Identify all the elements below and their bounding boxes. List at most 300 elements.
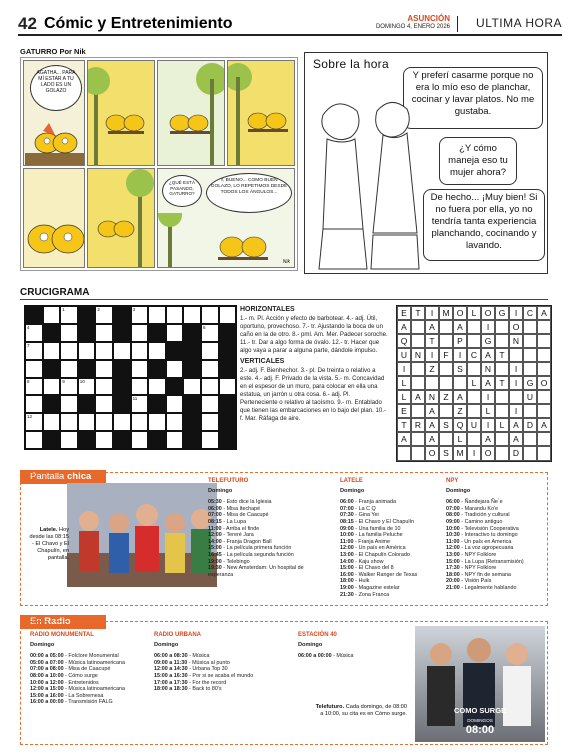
- solution-cell: A: [425, 320, 439, 334]
- solution-cell: [523, 404, 537, 418]
- tv-channel-name: LATELE: [340, 478, 363, 484]
- schedule-program: - Magazine estelar: [353, 584, 400, 591]
- schedule-time: 19:00: [208, 558, 222, 565]
- solution-cell: [495, 320, 509, 334]
- tag-text-bold: Radio: [44, 616, 71, 627]
- crossword-cell[interactable]: [60, 413, 78, 431]
- header-divider: [457, 16, 458, 32]
- crossword-block: [43, 395, 61, 413]
- crossword-block: [183, 342, 201, 360]
- solution-cell: [467, 362, 481, 376]
- solution-cell: [467, 404, 481, 418]
- crossword-cell[interactable]: [131, 395, 149, 413]
- solution-cell: [439, 362, 453, 376]
- schedule-program: - Legalmente hablando: [459, 584, 517, 591]
- solution-cell: [495, 432, 509, 446]
- crossword-cell[interactable]: [183, 378, 201, 396]
- tv-channel-name: TELEFUTURO: [208, 478, 249, 484]
- solution-cell: D: [509, 446, 523, 461]
- schedule-program: - NPY Folklore: [459, 551, 497, 558]
- schedule-program: - La voz agropecuaria: [459, 545, 514, 552]
- schedule-program: - La película primera función: [221, 545, 292, 552]
- solution-cell: U: [467, 418, 481, 432]
- crossword-block: [148, 431, 166, 449]
- solution-cell: I: [481, 418, 495, 432]
- crossword-cell[interactable]: [60, 360, 78, 378]
- crossword-block: [166, 378, 184, 396]
- crossword-cell[interactable]: [113, 413, 131, 431]
- crossword-block: [113, 360, 131, 378]
- clue-number: 9: [62, 378, 65, 384]
- crossword-cell[interactable]: [60, 395, 78, 413]
- crossword-block: [78, 360, 96, 378]
- schedule-row: [340, 592, 452, 599]
- photo-caption: [29, 527, 69, 562]
- cast-photo-image: [67, 483, 217, 587]
- schedule-program: - La Lupa (Retransmisión): [459, 558, 524, 565]
- schedule-program: - Entretenidos: [63, 679, 99, 686]
- solution-cell: A: [425, 404, 439, 418]
- crossword-cell[interactable]: [60, 306, 78, 324]
- solution-cell: N: [411, 348, 425, 362]
- schedule-row: [208, 552, 320, 559]
- solution-cell: [439, 432, 453, 446]
- clue-number: 3: [132, 307, 136, 312]
- crossword-cell[interactable]: [148, 342, 166, 360]
- solution-cell: M: [453, 446, 467, 461]
- schedule-program: - Back to 80's: [187, 686, 222, 693]
- schedule-day: Domingo: [446, 487, 471, 494]
- schedule-program: - Música: [187, 653, 210, 660]
- schedule-row: [154, 673, 266, 680]
- crossword-cell[interactable]: [95, 360, 113, 378]
- schedule-time: 11:00: [446, 538, 460, 545]
- schedule-time: 15:00 a 16:30: [154, 672, 188, 679]
- crossword-cell[interactable]: [78, 378, 96, 396]
- crossword-cell[interactable]: [95, 413, 113, 431]
- schedule-time: 07:00 a 08:00: [30, 666, 64, 673]
- crossword-cell[interactable]: [131, 431, 149, 449]
- crossword-cell[interactable]: [95, 342, 113, 360]
- speech-box: ¿Y cómo maneja eso tu mujer ahora?: [439, 137, 517, 185]
- clues-vertical: 2.- adj. F. Bienhechor. 3.- pl. De treinta o relativo a este. 4.- adj. F. Privado de la vista. 5.- m. Concavidad en el espesor de un muro, para colocar en ella una estatua, un jarrón u otra cosa. 6.- adj. Pl. Perteneciente o relativo al taoísmo. 9.- m. Entablado que tienen las embarcaciones en lo bajo del plan. 10.- f. Mar. Ráfaga de aire.: [240, 367, 387, 422]
- solution-cell: [467, 432, 481, 446]
- solution-cell: Q: [453, 418, 467, 432]
- crossword-cell[interactable]: [201, 360, 219, 378]
- radio-station-name: RADIO URBANA: [154, 632, 201, 638]
- crossword-cell[interactable]: [166, 395, 184, 413]
- schedule-row: [340, 572, 452, 579]
- crossword-cell[interactable]: [201, 342, 219, 360]
- schedule-row: [446, 585, 558, 592]
- schedule-time: 12:00 a 14:30: [154, 666, 188, 673]
- schedule-program: - Franja Dragon Ball: [221, 538, 272, 545]
- solution-cell: T: [495, 348, 509, 362]
- crossword-cell[interactable]: [131, 324, 149, 342]
- comic-panel-4: [227, 60, 295, 166]
- schedule-program: - Urbana Top 30: [187, 666, 228, 673]
- solution-cell: [495, 404, 509, 418]
- schedule-time: 05:00 a 07:00: [30, 659, 64, 666]
- schedule-program: - Televisión Cooperativa: [459, 525, 519, 532]
- crossword-cell[interactable]: [148, 306, 166, 324]
- solution-cell: [509, 348, 523, 362]
- solution-cell: M: [439, 306, 453, 320]
- schedule-program: - Misa de Caacupé: [63, 666, 111, 673]
- city-label: ASUNCIÓN: [407, 14, 450, 23]
- schedule-program: - NPY fin de semana: [459, 571, 511, 578]
- promo-title: COMO SURGE: [453, 706, 507, 715]
- solution-cell: [537, 320, 551, 334]
- solution-cell: G: [495, 306, 509, 320]
- crossword-cell[interactable]: [201, 378, 219, 396]
- crossword-cell[interactable]: [201, 431, 219, 449]
- tag-text: En: [30, 616, 42, 627]
- schedule-time: 07:00: [208, 512, 222, 519]
- schedule-time: 08:15: [208, 518, 222, 525]
- solution-cell: [523, 334, 537, 348]
- sobre-la-hora-cartoon: [304, 52, 548, 274]
- schedule-program: - Tereré Jara: [221, 532, 254, 539]
- crossword-block: [219, 342, 237, 360]
- radio-station-column: [154, 632, 266, 693]
- crossword-cell[interactable]: [166, 413, 184, 431]
- crossword-cell[interactable]: [201, 324, 219, 342]
- crossword-cell[interactable]: [131, 306, 149, 324]
- solution-cell: [467, 334, 481, 348]
- solution-cell: A: [425, 432, 439, 446]
- crossword-cell[interactable]: [166, 324, 184, 342]
- solution-cell: [537, 404, 551, 418]
- schedule-row: [208, 506, 320, 513]
- crossword-clues: [240, 306, 388, 423]
- schedule-time: 06:00: [446, 499, 460, 506]
- crossword-cell[interactable]: [201, 395, 219, 413]
- schedule-time: 15:00: [446, 558, 460, 565]
- crossword-cell[interactable]: [43, 342, 61, 360]
- schedule-time: 19:30: [208, 565, 222, 572]
- crossword-block: [183, 360, 201, 378]
- cartoon-title: Sobre la hora: [313, 57, 389, 71]
- crossword-block: [219, 413, 237, 431]
- schedule-row: [208, 512, 320, 519]
- schedule-program: - Música latinoamericana: [63, 686, 125, 693]
- schedule-time: 07:00: [340, 505, 354, 512]
- crossword-cell[interactable]: [131, 342, 149, 360]
- caption-bold: Telefuturo.: [315, 704, 345, 710]
- crossword-cell[interactable]: [166, 431, 184, 449]
- schedule-row: [154, 666, 266, 673]
- schedule-program: - Por si se acaba el mundo: [187, 672, 254, 679]
- caption-bold: Latele.: [39, 527, 58, 533]
- artist-signature: Nik: [282, 259, 290, 265]
- gaturro-closeup: [24, 169, 85, 268]
- crossword-cell[interactable]: [25, 360, 43, 378]
- solution-cell: L: [453, 432, 467, 446]
- section-title: Cómic y Entretenimiento: [44, 15, 233, 32]
- solution-cell: N: [509, 334, 523, 348]
- schedule-program: - Arriba el finde: [221, 525, 260, 532]
- solution-cell: [467, 390, 481, 404]
- schedule-program: - Esto dice la Iglesia: [221, 499, 272, 506]
- crossword-block: [113, 324, 131, 342]
- schedule-row: [446, 499, 558, 506]
- clue-number: 4: [27, 324, 30, 330]
- schedule-program: - Walker Ranger de Texas: [353, 571, 418, 578]
- crossword-cell[interactable]: [131, 360, 149, 378]
- solution-cell: [439, 334, 453, 348]
- schedule-program: - Zona Franca: [353, 591, 390, 598]
- schedule-row: [446, 512, 558, 519]
- schedule-row: [154, 680, 266, 687]
- schedule-time: 09:00 a 11:30: [154, 659, 188, 666]
- crossword-cell[interactable]: [131, 378, 149, 396]
- schedule-program: - Folclore Monumental: [63, 653, 119, 660]
- schedule-time: 10:00: [446, 525, 460, 532]
- schedule-program: - Música: [331, 653, 354, 660]
- schedule-row: [208, 499, 320, 506]
- schedule-time: 11:00: [340, 538, 354, 545]
- crossword-block: [113, 378, 131, 396]
- crossword-cell[interactable]: [95, 324, 113, 342]
- solution-cell: F: [439, 348, 453, 362]
- clue-number: 7: [27, 342, 30, 348]
- solution-cell: A: [509, 432, 523, 446]
- brand-logo: ULTIMA HORA: [476, 16, 562, 30]
- solution-cell: I: [397, 362, 411, 376]
- crossword-cell[interactable]: [166, 306, 184, 324]
- schedule-row: [30, 653, 142, 660]
- schedule-program: - Marandu Ko'e: [459, 505, 498, 512]
- crossword-cell[interactable]: [60, 342, 78, 360]
- schedule-program: - Franja animada: [353, 499, 397, 506]
- crossword-block: [219, 360, 237, 378]
- crossword-solution: [396, 305, 552, 462]
- schedule-time: 15:00 a 16:00: [30, 692, 64, 699]
- crossword-cell[interactable]: [25, 378, 43, 396]
- crossword-cell[interactable]: [78, 342, 96, 360]
- schedule-row: [446, 565, 558, 572]
- schedule-time: 17:30: [446, 565, 460, 572]
- crossword-cell[interactable]: [113, 342, 131, 360]
- schedule-row: [446, 559, 558, 566]
- crossword-block: [113, 395, 131, 413]
- crossword-block: [43, 360, 61, 378]
- clues-horizontal: 1.- m. Pl. Acción y efecto de barbotear. 4.- adj. Útil, oportuno, provechoso. 7.- tr. Ajustando la boca de un caño en la de otro. 8.- pml. Am. Mer. Padecer soroche. 11.- tr. Dar a algo forma de óvalo. 12.- tr. Hacer que algo vaya a parar a alguna parte, dándole impulso.: [240, 314, 388, 354]
- schedule-row: [30, 693, 142, 700]
- promo-time: 08:00: [465, 724, 495, 736]
- schedule-program: - Misa de Caacupé: [221, 512, 269, 519]
- solution-cell: A: [509, 418, 523, 432]
- crossword-cell[interactable]: [219, 306, 237, 324]
- crossword-cell[interactable]: [148, 378, 166, 396]
- crossword-cell[interactable]: [25, 395, 43, 413]
- schedule-row: [30, 660, 142, 667]
- schedule-row: [340, 578, 452, 585]
- schedule-row: [340, 526, 452, 533]
- schedule-row: [446, 578, 558, 585]
- solution-cell: G: [523, 376, 537, 390]
- schedule-time: 10:00: [340, 532, 354, 539]
- schedule-time: 15:00: [340, 565, 354, 572]
- solution-cell: [397, 446, 411, 461]
- gaturro-couple-scene: [88, 169, 155, 268]
- page-number: 42: [18, 14, 37, 33]
- date-label: DOMINGO 4, ENERO 2026: [375, 24, 450, 30]
- solution-cell: [537, 446, 551, 461]
- cartoon-characters: [307, 75, 427, 271]
- solution-cell: [537, 390, 551, 404]
- solution-cell: A: [397, 320, 411, 334]
- tv-photo: [67, 483, 217, 587]
- schedule-time: 07:00: [446, 505, 460, 512]
- solution-cell: I: [453, 348, 467, 362]
- crossword-cell[interactable]: [60, 431, 78, 449]
- schedule-row: [340, 499, 452, 506]
- gaturro-closeup: [158, 213, 295, 268]
- solution-cell: [411, 404, 425, 418]
- schedule-time: 05:30: [208, 499, 222, 506]
- clue-number: 12: [27, 414, 33, 420]
- crossword-cell[interactable]: [25, 324, 43, 342]
- schedule-time: 15:00: [208, 545, 222, 552]
- solution-cell: P: [453, 334, 467, 348]
- schedule-day: Domingo: [30, 641, 55, 648]
- tag-text: Pantalla: [30, 471, 65, 482]
- solution-cell: [411, 334, 425, 348]
- solution-cell: O: [537, 376, 551, 390]
- schedule-row: [30, 680, 142, 687]
- solution-cell: [495, 362, 509, 376]
- radio-promo: [415, 626, 545, 742]
- comic-panel-3: [157, 60, 225, 166]
- crossword-cell[interactable]: [25, 431, 43, 449]
- crossword-cell[interactable]: [43, 378, 61, 396]
- schedule-row: [154, 653, 266, 660]
- schedule-row: [446, 572, 558, 579]
- schedule-time: 16:45: [208, 551, 222, 558]
- schedule-program: - Hulk: [353, 578, 370, 585]
- solution-cell: S: [439, 418, 453, 432]
- crossword-cell[interactable]: [201, 306, 219, 324]
- schedule-program: - For the record: [187, 679, 227, 686]
- solution-cell: A: [411, 390, 425, 404]
- schedule-program: - Gina Yei: [353, 512, 379, 519]
- solution-cell: [425, 376, 439, 390]
- schedule-time: 12:00: [208, 532, 222, 539]
- crossword-cell[interactable]: [131, 413, 149, 431]
- crossword-cell[interactable]: [60, 324, 78, 342]
- schedule-time: 20:00: [446, 578, 460, 585]
- schedule-row: [208, 532, 320, 539]
- schedule-row: [446, 539, 558, 546]
- schedule-row: [340, 532, 452, 539]
- schedule-time: 12:00: [446, 545, 460, 552]
- crossword-cell[interactable]: [25, 342, 43, 360]
- solution-cell: U: [523, 390, 537, 404]
- schedule-time: 12:00 a 15:00: [30, 686, 64, 693]
- crossword-cell[interactable]: [43, 306, 61, 324]
- schedule-time: 08:00 a 10:00: [30, 672, 64, 679]
- schedule-row: [208, 545, 320, 552]
- solution-cell: [537, 348, 551, 362]
- solution-cell: R: [411, 418, 425, 432]
- crossword-cell[interactable]: [183, 306, 201, 324]
- solution-cell: O: [425, 446, 439, 461]
- solution-cell: [411, 446, 425, 461]
- schedule-row: [446, 526, 558, 533]
- crossword-block: [78, 395, 96, 413]
- crossword-cell[interactable]: [95, 378, 113, 396]
- solution-cell: T: [397, 418, 411, 432]
- crossword-cell[interactable]: [148, 413, 166, 431]
- solution-cell: I: [509, 306, 523, 320]
- schedule-time: 18:00 a 18:30: [154, 686, 188, 693]
- schedule-time: 06:00: [208, 505, 222, 512]
- solution-cell: [453, 376, 467, 390]
- comic-panel-6: [87, 168, 155, 268]
- solution-cell: [523, 446, 537, 461]
- crossword-cell[interactable]: [43, 413, 61, 431]
- schedule-time: 13:00: [340, 551, 354, 558]
- tv-channel-column: [208, 478, 320, 578]
- crossword-cell[interactable]: [95, 395, 113, 413]
- crossword-cell[interactable]: [78, 413, 96, 431]
- schedule-time: 11:00: [208, 525, 222, 532]
- section-rule: [20, 299, 548, 300]
- schedule-row: [30, 686, 142, 693]
- schedule-program: - La película segunda función: [221, 551, 294, 558]
- schedule-program: - Una familia de 10: [353, 525, 401, 532]
- clues-heading: HORIZONTALES: [240, 306, 295, 313]
- solution-cell: [495, 390, 509, 404]
- solution-cell: T: [495, 376, 509, 390]
- schedule-time: 14:00: [340, 558, 354, 565]
- schedule-time: 00:00 a 05:00: [30, 653, 64, 660]
- speech-balloon: Y, BUENO... COMO BUEN GOLAZO, LO REPETIMOS DESDE TODOS LOS ÁNGULOS...: [206, 173, 292, 213]
- crossword-cell[interactable]: [60, 378, 78, 396]
- solution-cell: I: [509, 376, 523, 390]
- crossword-cell[interactable]: [25, 413, 43, 431]
- schedule-time: 14:00: [208, 538, 222, 545]
- solution-cell: L: [397, 390, 411, 404]
- comic-panel-7: [157, 168, 295, 268]
- schedule-time: 06:00 a 08:30: [154, 653, 188, 660]
- crossword-block: [166, 342, 184, 360]
- schedule-program: - La Lupa: [221, 518, 247, 525]
- solution-cell: Q: [397, 334, 411, 348]
- solution-cell: A: [453, 320, 467, 334]
- crossword-cell[interactable]: [201, 413, 219, 431]
- crossword-block: [219, 324, 237, 342]
- crossword-cell[interactable]: [95, 306, 113, 324]
- schedule-time: 12:00: [340, 545, 354, 552]
- schedule-program: - Música latinoamericana: [63, 659, 125, 666]
- schedule-row: [154, 660, 266, 667]
- schedule-row: [340, 512, 452, 519]
- crossword-cell[interactable]: [95, 431, 113, 449]
- schedule-day: Domingo: [208, 487, 233, 494]
- crossword-cell[interactable]: [219, 378, 237, 396]
- solution-cell: O: [453, 306, 467, 320]
- schedule-program: - Telebingo: [221, 558, 250, 565]
- clue-number: 2: [97, 307, 100, 312]
- schedule-row: [340, 559, 452, 566]
- solution-cell: O: [481, 306, 495, 320]
- crossword-cell[interactable]: [166, 360, 184, 378]
- solution-cell: I: [481, 390, 495, 404]
- schedule-program: - Música al punto: [187, 659, 230, 666]
